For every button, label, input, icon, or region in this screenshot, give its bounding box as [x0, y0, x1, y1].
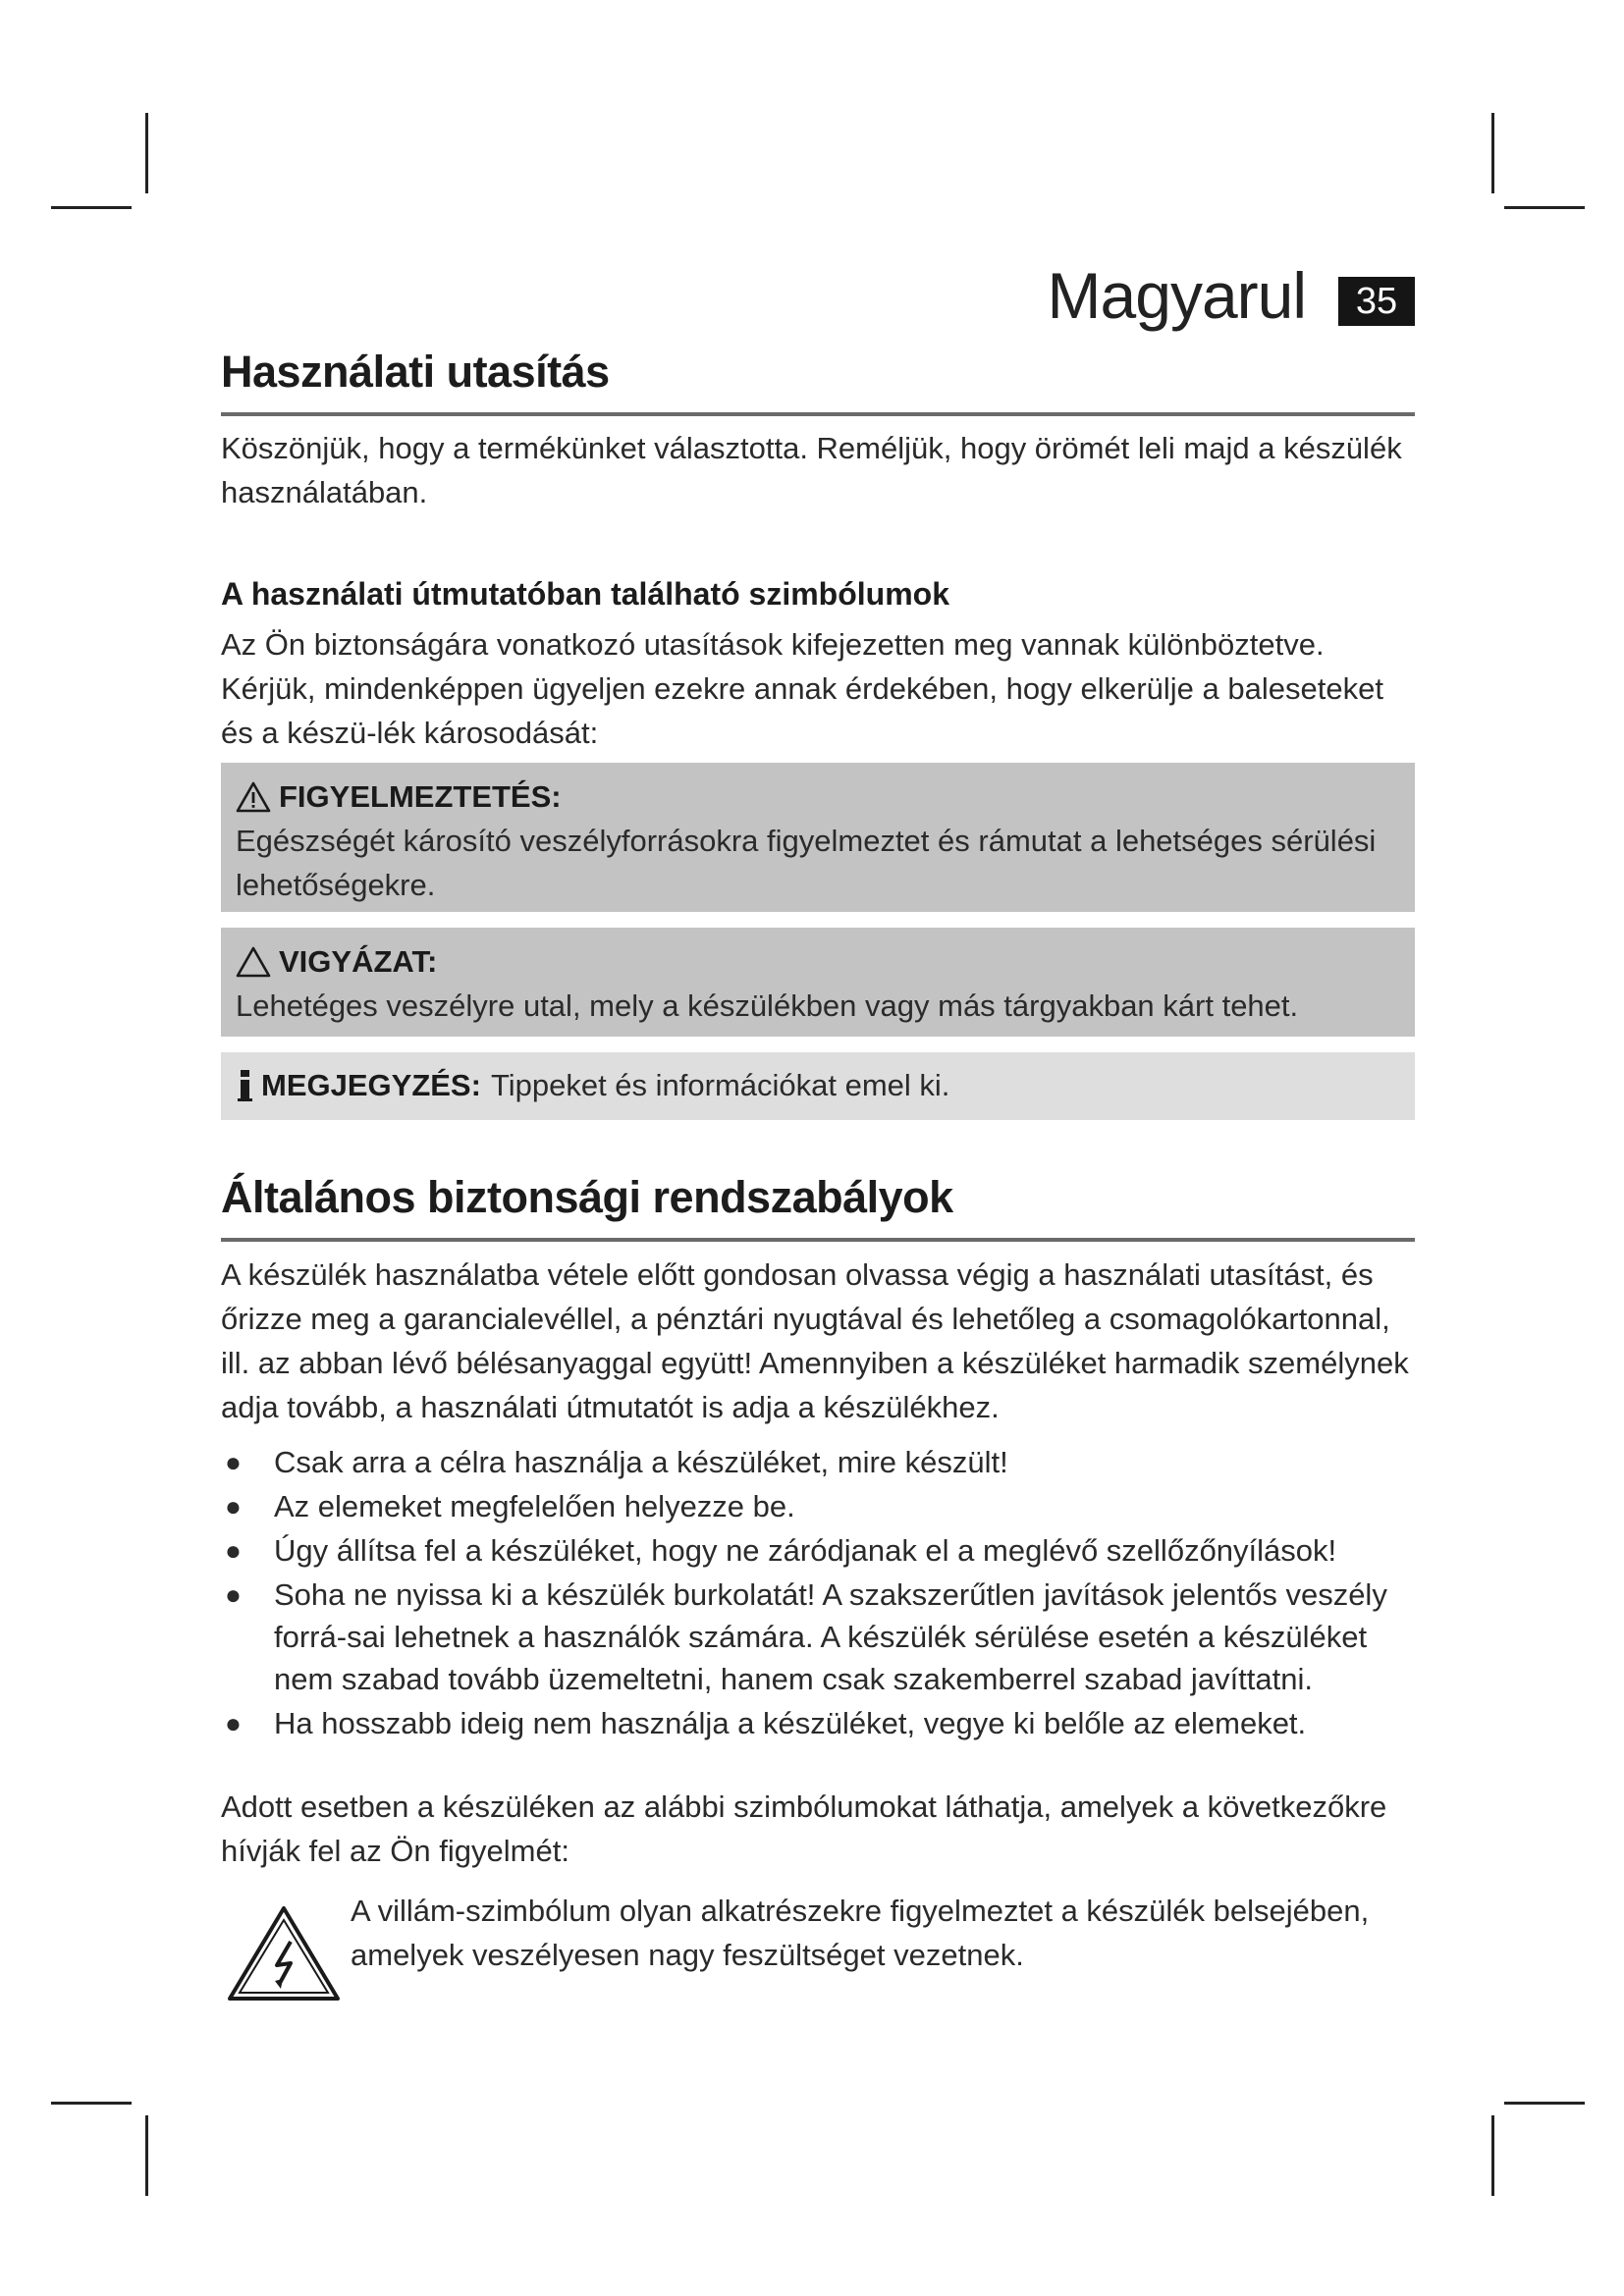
crop-mark-bottom-right-horizontal [1504, 2102, 1585, 2105]
lightning-symbol-row [221, 1889, 1415, 2006]
language-header: Magyarul [1047, 259, 1306, 332]
caution-header [236, 939, 1400, 984]
lightning-text: A villám-szimbólum olyan alkatrészekre figyelmeztet a készülék belsejében, amelyek veszélyesen nagy feszültséget vezetnek. [351, 1894, 1370, 1972]
warning-box [221, 763, 1415, 912]
warning-triangle-icon [236, 781, 271, 813]
crop-mark-top-left-horizontal [51, 206, 132, 209]
crop-mark-top-right-vertical [1491, 113, 1494, 193]
list-item: ● Úgy állítsa fel a készüléket, hogy ne záródjanak el a meglévő szellőzőnyílások! [221, 1529, 1415, 1572]
warning-label: FIGYELMEZTETÉS: [279, 779, 562, 814]
list-item: ● Soha ne nyissa ki a készülék burkolatát! A szakszerűtlen javítások jelentős veszély forrá-sai lehetnek a használók számára. A készülék sérülése esetén a készüléket nem szabad tovább üzemeltetni, hanem csak szakemberrel szabad javíttatni. [221, 1574, 1415, 1700]
caution-text: Lehetéges veszélyre utal, mely a készülékben vagy más tárgyakban kárt tehet. [236, 988, 1299, 1023]
section-title-instructions: Használati utasítás [221, 346, 1415, 416]
safety-bullet-list [221, 1441, 1415, 1746]
intro-paragraph: Köszönjük, hogy a termékünket választotta. Reméljük, hogy örömét leli majd a készülék használatában. [221, 431, 1402, 509]
crop-mark-top-right-horizontal [1504, 206, 1585, 209]
bullet-icon: ● [225, 1491, 242, 1522]
bullet-icon: ● [225, 1708, 242, 1738]
list-item: ● Az elemeket megfelelően helyezze be. [221, 1485, 1415, 1527]
crop-mark-bottom-right-vertical [1491, 2115, 1494, 2196]
caution-box [221, 928, 1415, 1037]
note-box [221, 1052, 1415, 1120]
list-item: ● Ha hosszabb ideig nem használja a készüléket, vegye ki belőle az elemeket. [221, 1702, 1415, 1744]
page-number-badge: 35 [1338, 277, 1415, 326]
symbols-intro-paragraph: Adott esetben a készüléken az alábbi szimbólumokat láthatja, amelyek a következőkre hívják fel az Ön figyelmét: [221, 1789, 1387, 1868]
section-title-safety: Általános biztonsági rendszabályok [221, 1171, 1415, 1242]
note-label: MEGJEGYZÉS: [261, 1068, 481, 1102]
caution-label: VIGYÁZAT: [279, 944, 438, 979]
lightning-warning-icon [226, 1904, 342, 2002]
list-item: ● Csak arra a célra használja a készüléket, mire készült! [221, 1441, 1415, 1483]
crop-mark-bottom-left-horizontal [51, 2102, 132, 2105]
warning-text: Egészségét károsító veszélyforrásokra figyelmeztet és rámutat a lehetséges sérülési lehetőségekre. [236, 824, 1377, 902]
safety-intro-paragraph: A készülék használatba vétele előtt gondosan olvassa végig a használati utasítást, és őrizze meg a garancialevéllel, a pénztári nyugtával és lehetőleg a csomagolókartonnal, ill. az abban lévő bélésanyaggal együtt! Amennyiben a készüléket harmadik személynek adja tovább, a használati útmutatót is adja a készülékhez. [221, 1257, 1409, 1424]
caution-triangle-icon [236, 946, 271, 978]
note-row [236, 1063, 1400, 1107]
bullet-icon: ● [225, 1579, 242, 1610]
bullet-icon: ● [225, 1447, 242, 1477]
crop-mark-top-left-vertical [145, 113, 148, 193]
bullet-icon: ● [225, 1535, 242, 1566]
symbols-heading: A használati útmutatóban található szimbólumok [221, 576, 949, 612]
note-text: Tippeket és információkat emel ki. [490, 1068, 950, 1102]
info-icon [236, 1069, 255, 1102]
warning-header [236, 774, 1400, 819]
symbols-paragraph: Az Ön biztonságára vonatkozó utasítások kifejezetten meg vannak különböztetve. Kérjük, mindenképpen ügyeljen ezekre annak érdekében, hogy elkerülje a baleseteket és a készü-lék károsodását: [221, 627, 1383, 750]
crop-mark-bottom-left-vertical [145, 2115, 148, 2196]
